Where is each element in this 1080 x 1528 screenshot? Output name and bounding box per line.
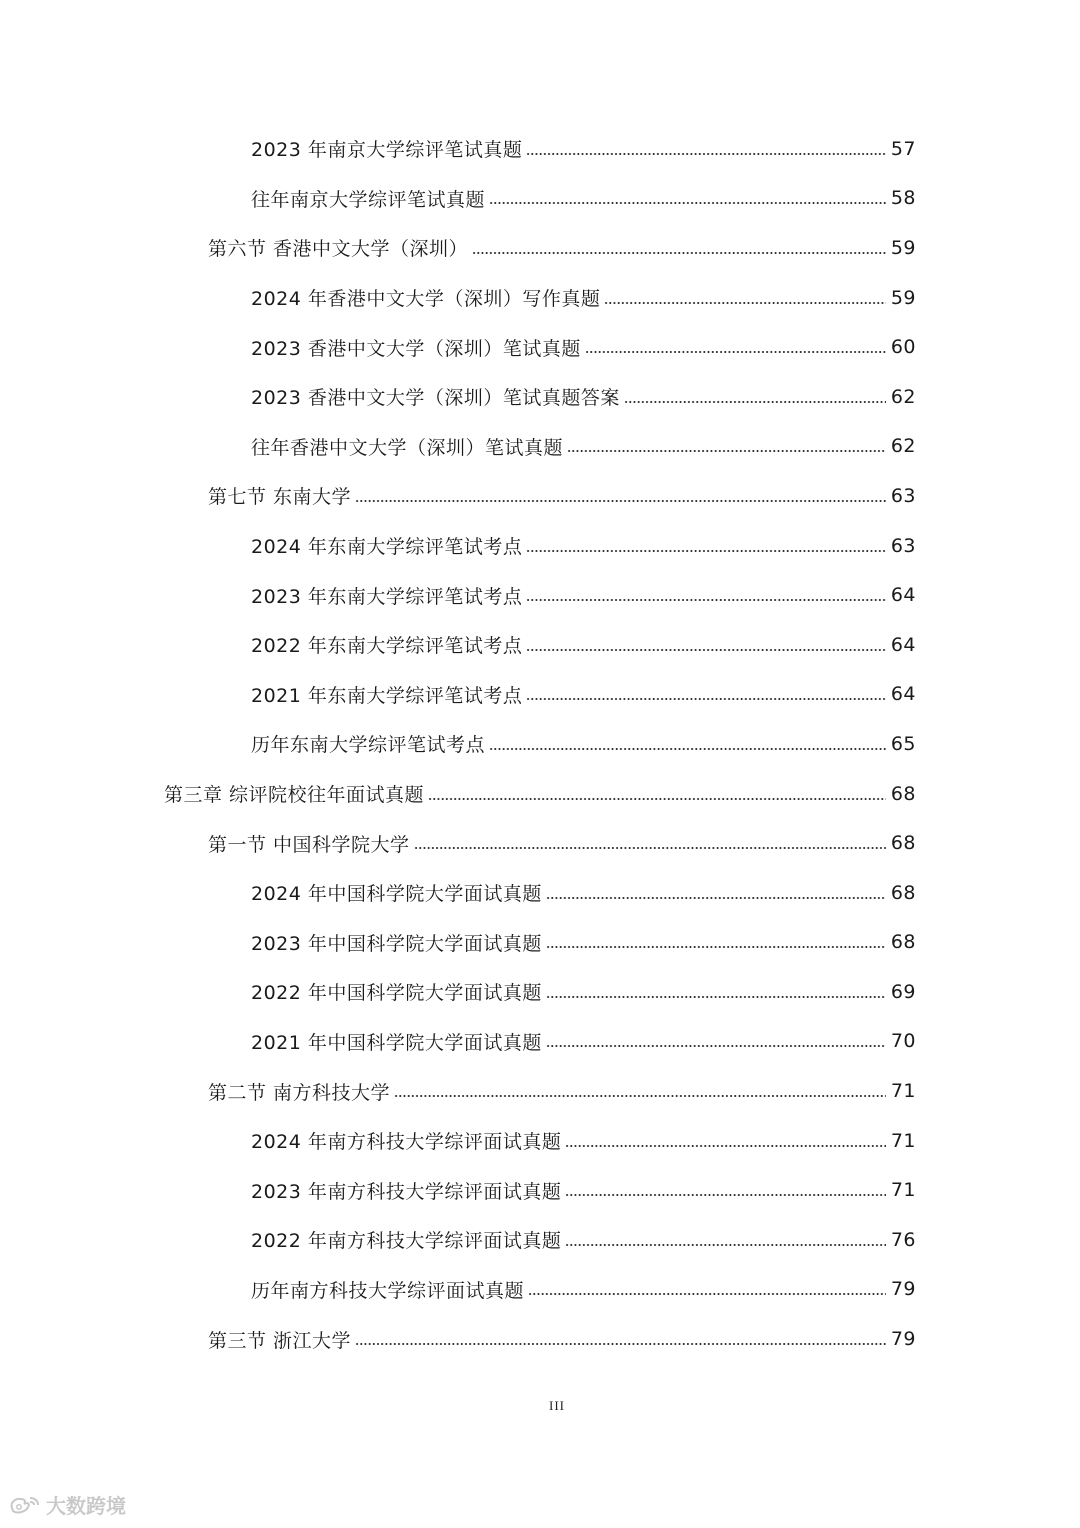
toc-entry[interactable]	[0, 1066, 1080, 1116]
toc-entry[interactable]	[0, 273, 1080, 323]
toc-entry-title: 第三节 浙江大学	[208, 1329, 352, 1352]
toc-entry[interactable]	[0, 918, 1080, 968]
toc-entry[interactable]	[0, 322, 1080, 372]
toc-entry-title: 历年南方科技大学综评面试真题	[251, 1279, 525, 1302]
toc-entry-page: 71	[890, 1179, 916, 1202]
toc-entry-title: 2023 香港中文大学（深圳）笔试真题	[251, 337, 581, 360]
toc-entry-title: 2023 年南京大学综评笔试真题	[251, 139, 523, 162]
toc-entry-page: 79	[890, 1328, 916, 1351]
toc-entry-title: 2023 年东南大学综评笔试考点	[251, 585, 523, 608]
toc-entry[interactable]	[0, 1017, 1080, 1067]
toc-entry[interactable]	[0, 570, 1080, 620]
toc-entry[interactable]	[0, 868, 1080, 918]
toc-entry[interactable]	[0, 1265, 1080, 1315]
toc-entry-page: 62	[890, 385, 916, 408]
toc-entry-page: 79	[890, 1278, 916, 1301]
toc-entry-title: 2022 年中国科学院大学面试真题	[251, 982, 542, 1005]
toc-dot-leader	[546, 1045, 886, 1047]
toc-dot-leader	[585, 351, 886, 353]
toc-dot-leader	[526, 698, 886, 700]
toc-entry[interactable]	[0, 719, 1080, 769]
toc-entry[interactable]	[0, 1165, 1080, 1215]
toc-entry-title: 往年南京大学综评笔试真题	[251, 188, 486, 211]
toc-entry-page: 59	[890, 286, 916, 309]
toc-entry-title: 2023 香港中文大学（深圳）笔试真题答案	[251, 387, 620, 410]
toc-entry[interactable]	[0, 471, 1080, 521]
toc-entry-page: 70	[890, 1030, 916, 1053]
toc-dot-leader	[355, 500, 886, 502]
toc-dot-leader	[624, 401, 886, 403]
toc-entry-title: 2024 年香港中文大学（深圳）写作真题	[251, 288, 601, 311]
toc-entry-page: 69	[890, 980, 916, 1003]
toc-entry-page: 64	[890, 584, 916, 607]
toc-entry-page: 63	[890, 534, 916, 557]
toc-entry-page: 68	[890, 832, 916, 855]
toc-dot-leader	[428, 798, 886, 800]
toc-entry[interactable]	[0, 223, 1080, 273]
toc-entry[interactable]	[0, 372, 1080, 422]
toc-dot-leader	[546, 897, 886, 899]
toc-entry-page: 64	[890, 633, 916, 656]
toc-entry-title: 往年香港中文大学（深圳）笔试真题	[251, 436, 564, 459]
toc-entry-page: 76	[890, 1228, 916, 1251]
toc-dot-leader	[526, 599, 886, 601]
toc-entry-page: 63	[890, 484, 916, 507]
watermark	[8, 1490, 126, 1519]
toc-entry[interactable]	[0, 422, 1080, 472]
toc-dot-leader	[472, 252, 886, 254]
toc-dot-leader	[355, 1343, 886, 1345]
toc-entry[interactable]	[0, 174, 1080, 224]
toc-entry-title: 2024 年南方科技大学综评面试真题	[251, 1131, 562, 1154]
toc-entry-page: 65	[890, 732, 916, 755]
toc-entry-title: 2023 年南方科技大学综评面试真题	[251, 1180, 562, 1203]
toc-dot-leader	[565, 1244, 886, 1246]
toc-entry-title: 2023 年中国科学院大学面试真题	[251, 932, 542, 955]
toc-entry-page: 71	[890, 1080, 916, 1103]
toc-dot-leader	[489, 748, 886, 750]
toc-dot-leader	[526, 153, 886, 155]
toc-entry[interactable]	[0, 1116, 1080, 1166]
toc-dot-leader	[528, 1293, 886, 1295]
toc-entry[interactable]	[0, 1314, 1080, 1364]
toc-entry-page: 71	[890, 1129, 916, 1152]
toc-entry-title: 历年东南大学综评笔试考点	[251, 734, 486, 757]
toc-entry[interactable]	[0, 620, 1080, 670]
toc-entry[interactable]	[0, 818, 1080, 868]
toc-entry[interactable]	[0, 1215, 1080, 1265]
toc-entry[interactable]	[0, 967, 1080, 1017]
toc-entry-title: 第一节 中国科学院大学	[208, 833, 410, 856]
toc-entry-title: 2024 年中国科学院大学面试真题	[251, 883, 542, 906]
toc-dot-leader	[414, 847, 886, 849]
toc-entry-title: 第六节 香港中文大学（深圳）	[208, 238, 469, 261]
toc-entry-page: 57	[890, 137, 916, 160]
toc-entry-title: 第三章 综评院校往年面试真题	[164, 784, 425, 807]
toc-dot-leader	[526, 550, 886, 552]
toc-entry-page: 59	[890, 236, 916, 259]
table-of-contents	[0, 124, 1080, 1364]
toc-entry-title: 2022 年东南大学综评笔试考点	[251, 635, 523, 658]
toc-entry-page: 58	[890, 187, 916, 210]
toc-entry-page: 64	[890, 683, 916, 706]
toc-entry[interactable]	[0, 670, 1080, 720]
toc-entry-page: 68	[890, 931, 916, 954]
toc-entry-title: 2021 年中国科学院大学面试真题	[251, 1031, 542, 1054]
toc-entry[interactable]	[0, 521, 1080, 571]
toc-entry-page: 68	[890, 881, 916, 904]
toc-entry-page: 60	[890, 336, 916, 359]
weibo-logo-icon	[8, 1494, 42, 1516]
toc-entry-title: 2021 年东南大学综评笔试考点	[251, 684, 523, 707]
toc-entry-title: 2022 年南方科技大学综评面试真题	[251, 1230, 562, 1253]
toc-entry[interactable]	[0, 769, 1080, 819]
toc-dot-leader	[546, 996, 886, 998]
toc-dot-leader	[567, 450, 886, 452]
toc-entry-page: 68	[890, 782, 916, 805]
toc-dot-leader	[394, 1095, 886, 1097]
toc-dot-leader	[489, 202, 886, 204]
toc-entry-title: 2024 年东南大学综评笔试考点	[251, 536, 523, 559]
toc-dot-leader	[526, 649, 886, 651]
toc-entry-page: 62	[890, 435, 916, 458]
toc-entry[interactable]	[0, 124, 1080, 174]
toc-dot-leader	[604, 302, 886, 304]
toc-entry-title: 第七节 东南大学	[208, 486, 352, 509]
page-number: III	[549, 1398, 565, 1413]
toc-entry-title: 第二节 南方科技大学	[208, 1081, 391, 1104]
toc-dot-leader	[565, 1194, 886, 1196]
toc-dot-leader	[546, 946, 886, 948]
toc-dot-leader	[565, 1145, 886, 1147]
watermark-text: 大数跨境	[46, 1494, 126, 1518]
